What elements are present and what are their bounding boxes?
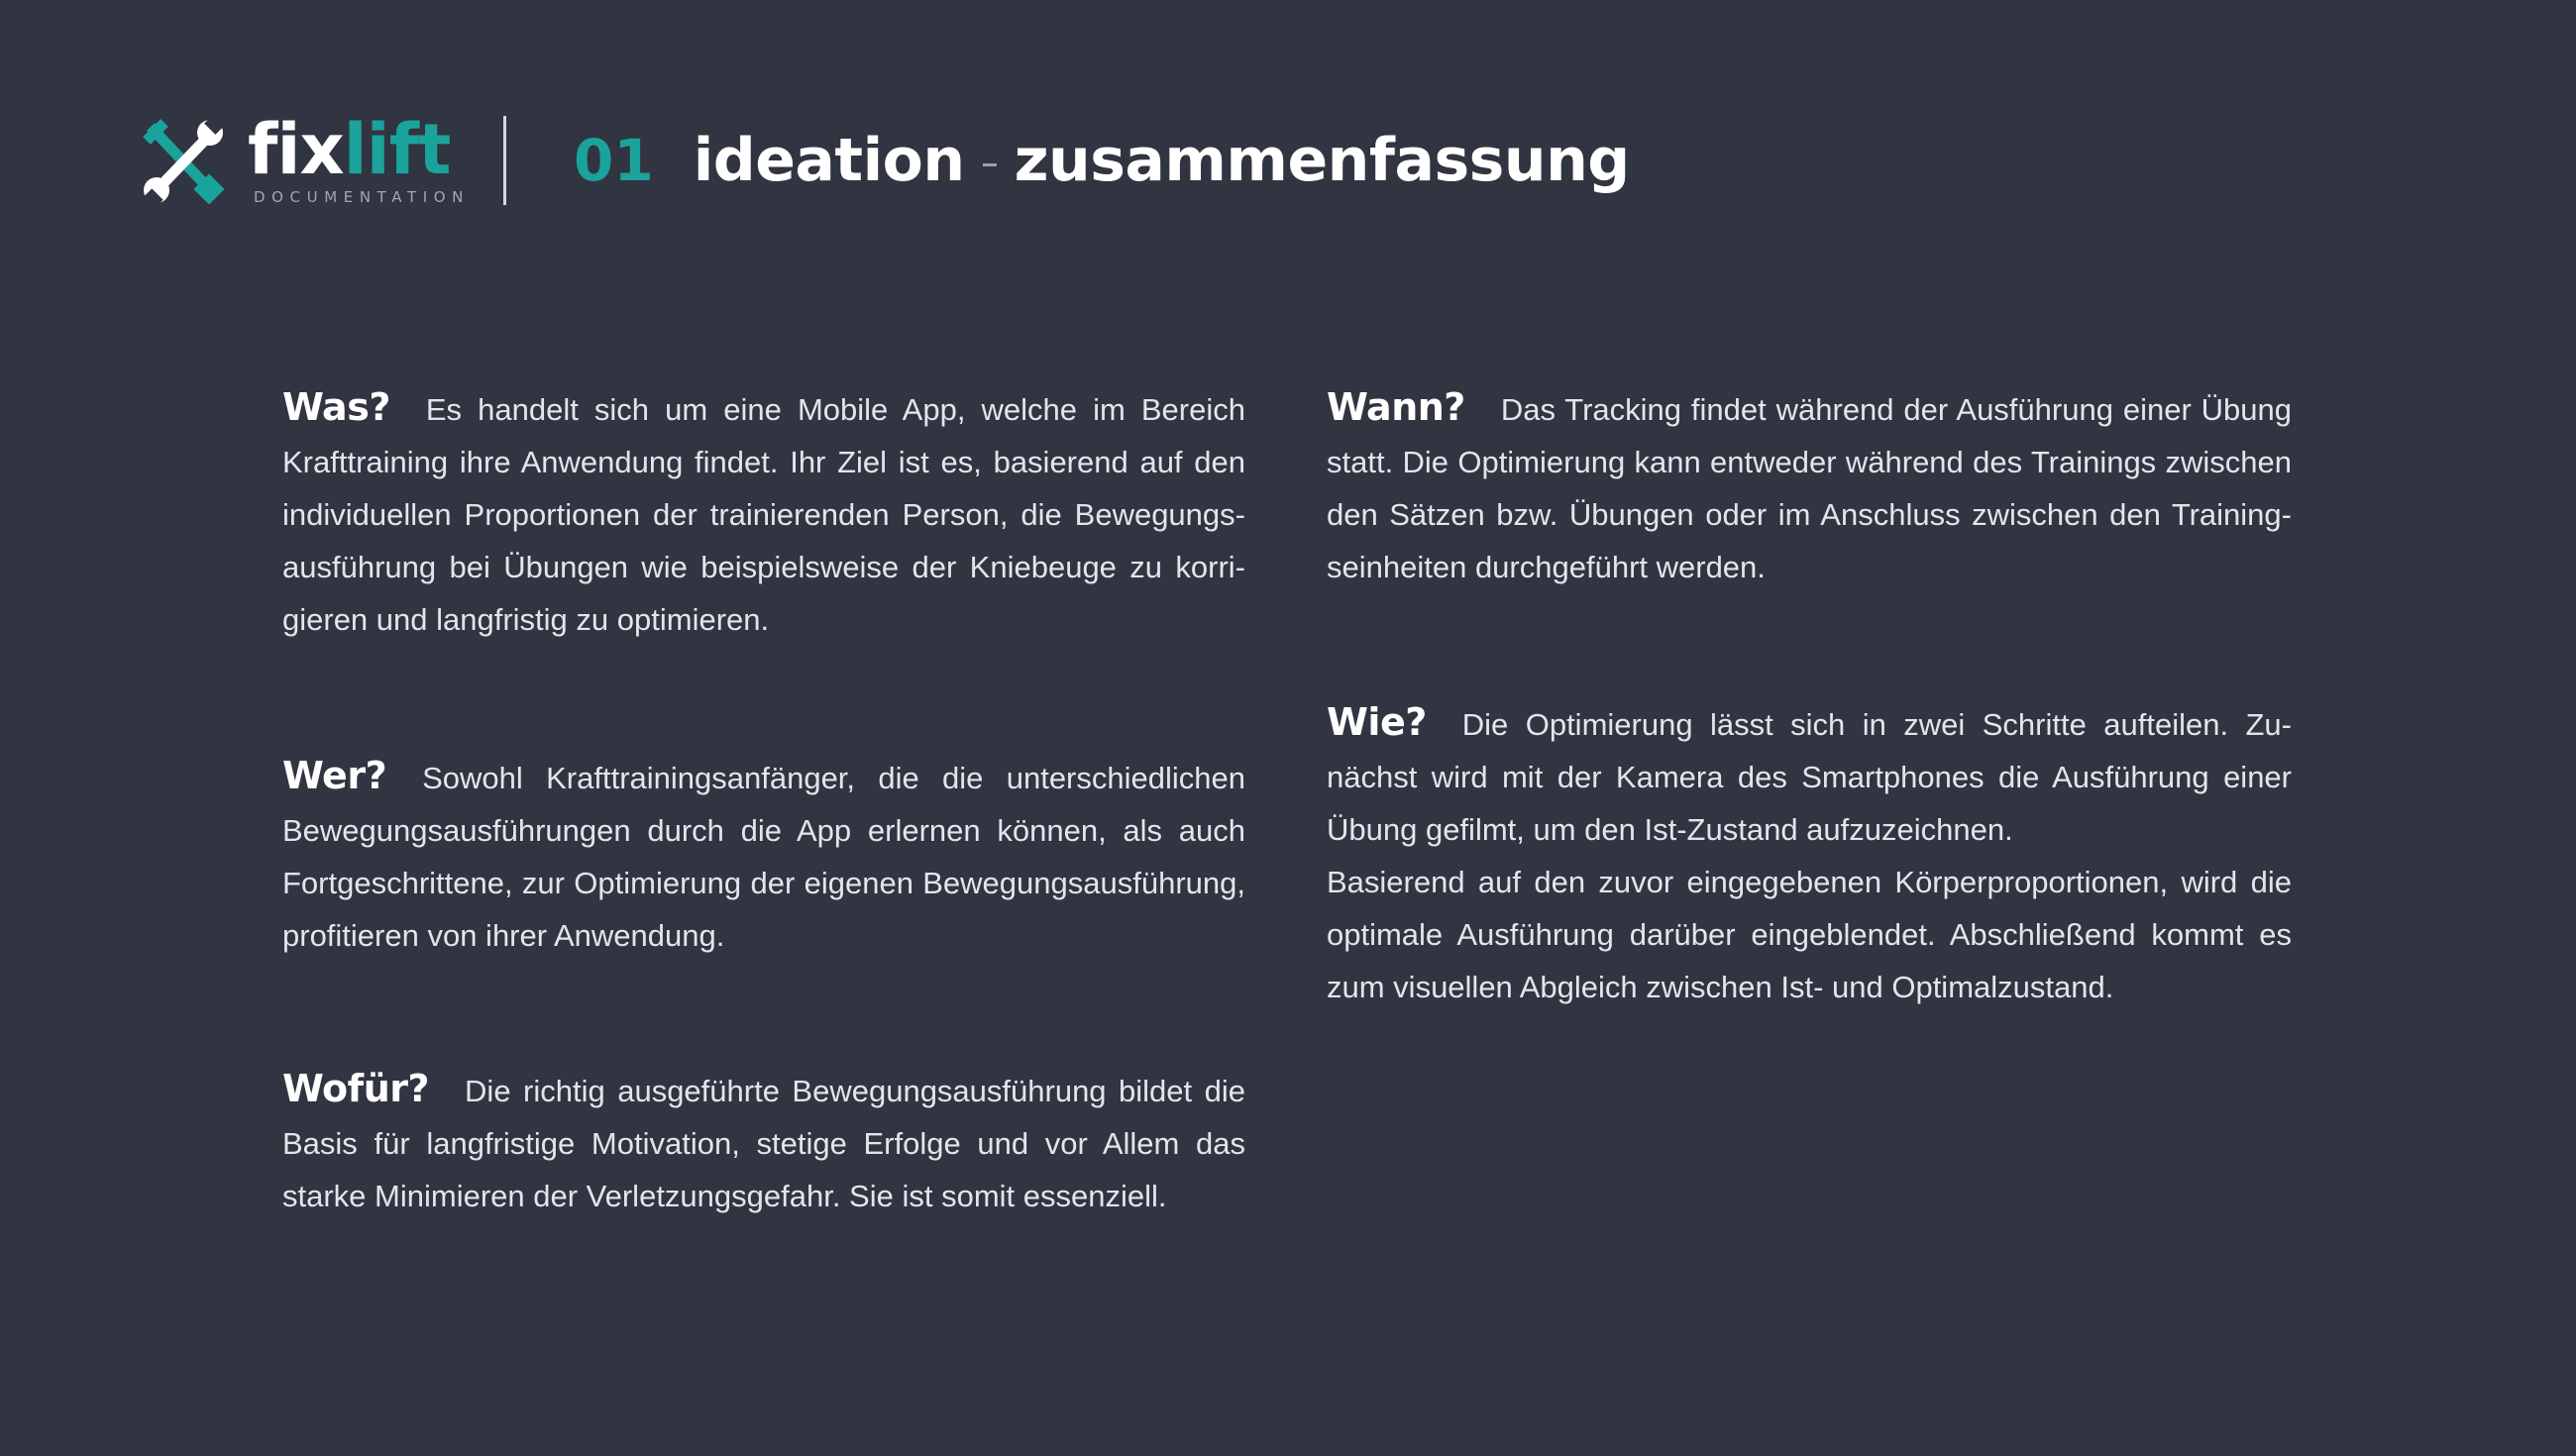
section-was-text: Es handelt sich um eine Mobile App, welche im Bereich Krafttraining ihre Anwendung findet. Ihr Ziel ist es, basierend auf den individuellen Proportionen der trainierenden Person, die Bewegungsausführung bei Übungen wie beispielsweise der Kniebeuge zu korrigieren und langfristig zu optimieren. xyxy=(282,392,1245,637)
title-separator xyxy=(983,163,997,166)
section-number: 01 xyxy=(573,127,654,194)
left-column xyxy=(282,381,1245,1222)
section-wie-text-2: Basierend auf den zuvor eingegebenen Körperproportionen, wird die optimale Ausführung darüber eingeblendet. Abschließend kommt es zum visuellen Abgleich zwischen Ist- und Optimalzustand. xyxy=(1327,865,2292,1004)
section-wie-label: Wie? xyxy=(1327,700,1427,744)
page-title-part1: ideation xyxy=(693,126,965,195)
section-wer-text: Sowohl Krafttrainingsanfänger, die die unterschiedlichen Bewegungsausführungen durch die App erlernen können, als auch Fortgeschrittene, zur Optimierung der eigenen Bewegungsausführung, profitieren von ihrer Anwendung. xyxy=(282,761,1245,953)
section-wann-label: Wann? xyxy=(1327,385,1465,429)
section-wofuer-label: Wofür? xyxy=(282,1067,430,1110)
brand-name-part2: lift xyxy=(343,109,451,190)
header xyxy=(141,111,1630,210)
crossed-wrench-icon xyxy=(141,117,224,204)
section-wie xyxy=(1327,696,2292,1013)
section-was-label: Was? xyxy=(282,385,390,429)
right-column xyxy=(1327,381,2292,1013)
section-wer-label: Wer? xyxy=(282,754,387,797)
brand-subtitle: DOCUMENTATION xyxy=(254,188,470,206)
section-wer xyxy=(282,750,1245,1063)
section-wofuer xyxy=(282,1063,1245,1222)
page-title-part2: zusammenfassung xyxy=(1014,126,1630,195)
section-was xyxy=(282,381,1245,750)
brand-name-part1: fix xyxy=(248,109,344,190)
header-divider xyxy=(503,116,506,205)
section-wie-text: Die Optimierung lässt sich in zwei Schritte aufteilen. Zunächst wird mit der Kamera des Smartphones die Ausführung einer Übung gefilmt, um den Ist-Zustand aufzuzeichnen. xyxy=(1327,707,2292,847)
brand-logo xyxy=(248,111,470,210)
section-wofuer-text: Die richtig ausgeführte Bewegungsausführung bildet die Basis für langfristige Motivation, stetige Erfolge und vor Allem das starke Minimieren der Verletzungsgefahr. Sie ist somit essenziell. xyxy=(282,1074,1245,1213)
section-wann xyxy=(1327,381,2292,696)
section-wann-text: Das Tracking findet während der Ausführung einer Übung statt. Die Optimierung kann entweder während des Trainings zwischen den Sätzen bzw. Übungen oder im Anschluss zwischen den Trainingseinheiten durchgeführt werden. xyxy=(1327,392,2292,584)
brand-name xyxy=(248,109,470,190)
